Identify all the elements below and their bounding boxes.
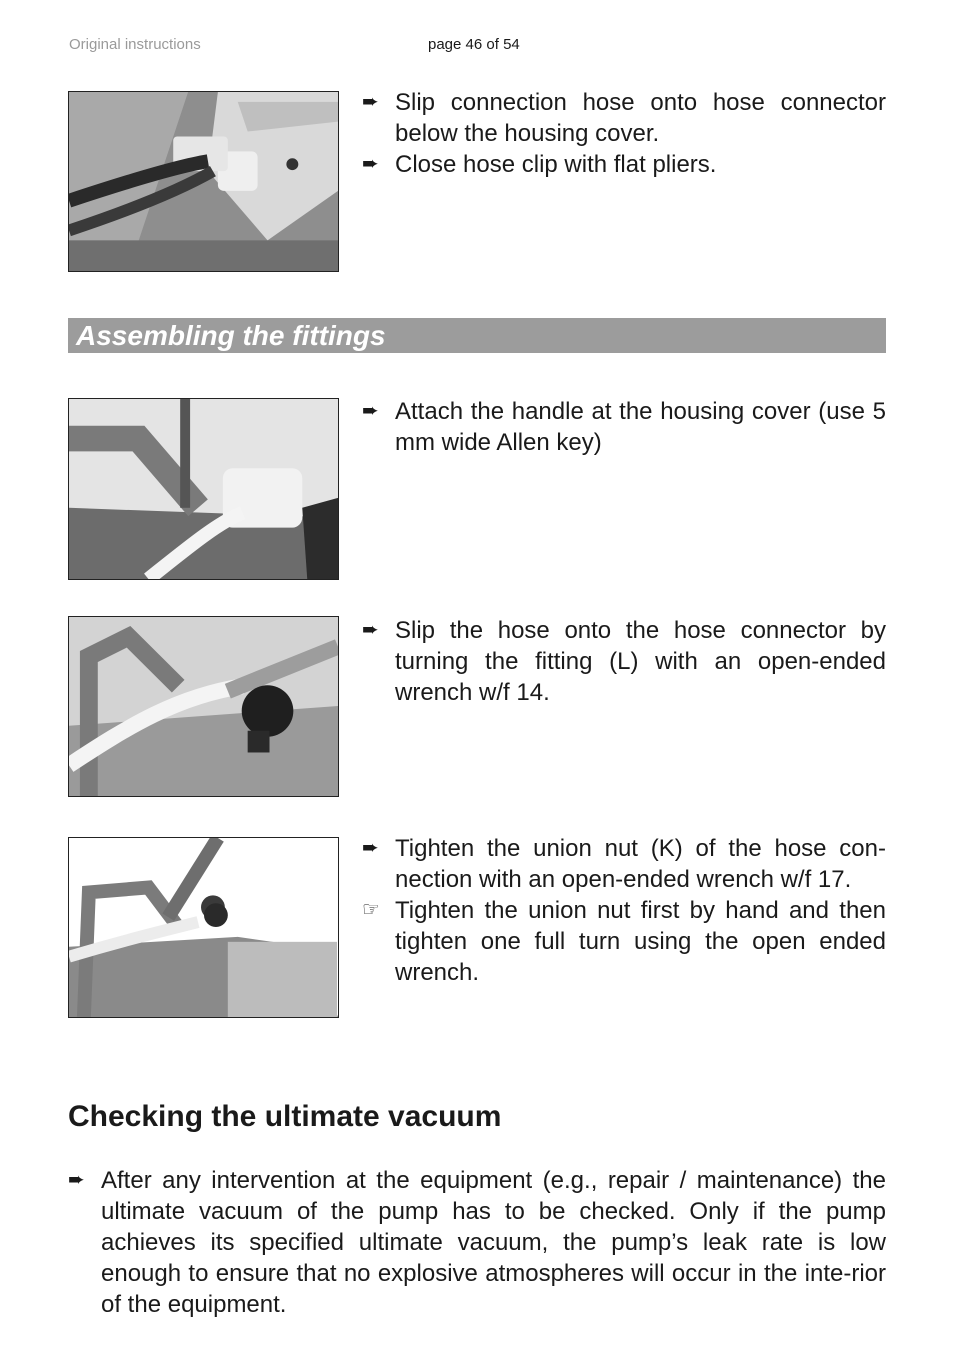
- arrow-right-icon: ➨: [362, 837, 379, 859]
- step-slip-connection-hose: [362, 87, 886, 149]
- section-heading-bar: [68, 318, 886, 353]
- page-number: page 46 of 54: [428, 36, 520, 53]
- arrow-right-icon: ➨: [362, 91, 379, 113]
- vacuum-heading: Checking the ultimate vacuum: [68, 1100, 502, 1133]
- photo-attach-handle: [68, 398, 339, 580]
- pointing-hand-icon: ☞: [362, 899, 380, 921]
- header-left: Original instructions: [69, 36, 201, 53]
- section-title: Assembling the fittings: [76, 320, 386, 351]
- step-text: Slip the hose onto the hose connector by turning the fitting (L) with an open-ended wrench w/f 14.: [395, 617, 886, 706]
- step-attach-handle: [362, 396, 886, 458]
- arrow-right-icon: ➨: [68, 1169, 85, 1191]
- arrow-right-icon: ➨: [362, 153, 379, 175]
- step-text: After any intervention at the equipment (e.g., repair / maintenance) the ultimate vacuum of the pump has to be checked. Only if the pump achieves its specified ultimate vacuum, the pump’s leak rate is low enough to ensure that no explosive atmospheres will occur in the inte-rior of the equipment.: [101, 1167, 886, 1318]
- photo-hose-fitting: [68, 616, 339, 797]
- note-tighten-by-hand: [362, 895, 886, 988]
- step-text: Attach the handle at the housing cover (use 5 mm wide Allen key): [395, 398, 886, 456]
- step-text: Close hose clip with flat pliers.: [395, 151, 717, 178]
- arrow-right-icon: ➨: [362, 619, 379, 641]
- step-text: Slip connection hose onto hose connector below the housing cover.: [395, 89, 886, 147]
- step-tighten-union-nut: [362, 833, 886, 895]
- photo-hose-clip: [68, 91, 339, 272]
- arrow-right-icon: ➨: [362, 400, 379, 422]
- step-close-hose-clip: [362, 149, 886, 180]
- step-check-ultimate-vacuum: [68, 1165, 886, 1320]
- photo-union-nut: [68, 837, 339, 1018]
- step-slip-hose: [362, 615, 886, 708]
- note-text: Tighten the union nut first by hand and then tighten one full turn using the open ended wrench.: [395, 897, 886, 986]
- step-text: Tighten the union nut (K) of the hose con-nection with an open-ended wrench w/f 17.: [395, 835, 886, 893]
